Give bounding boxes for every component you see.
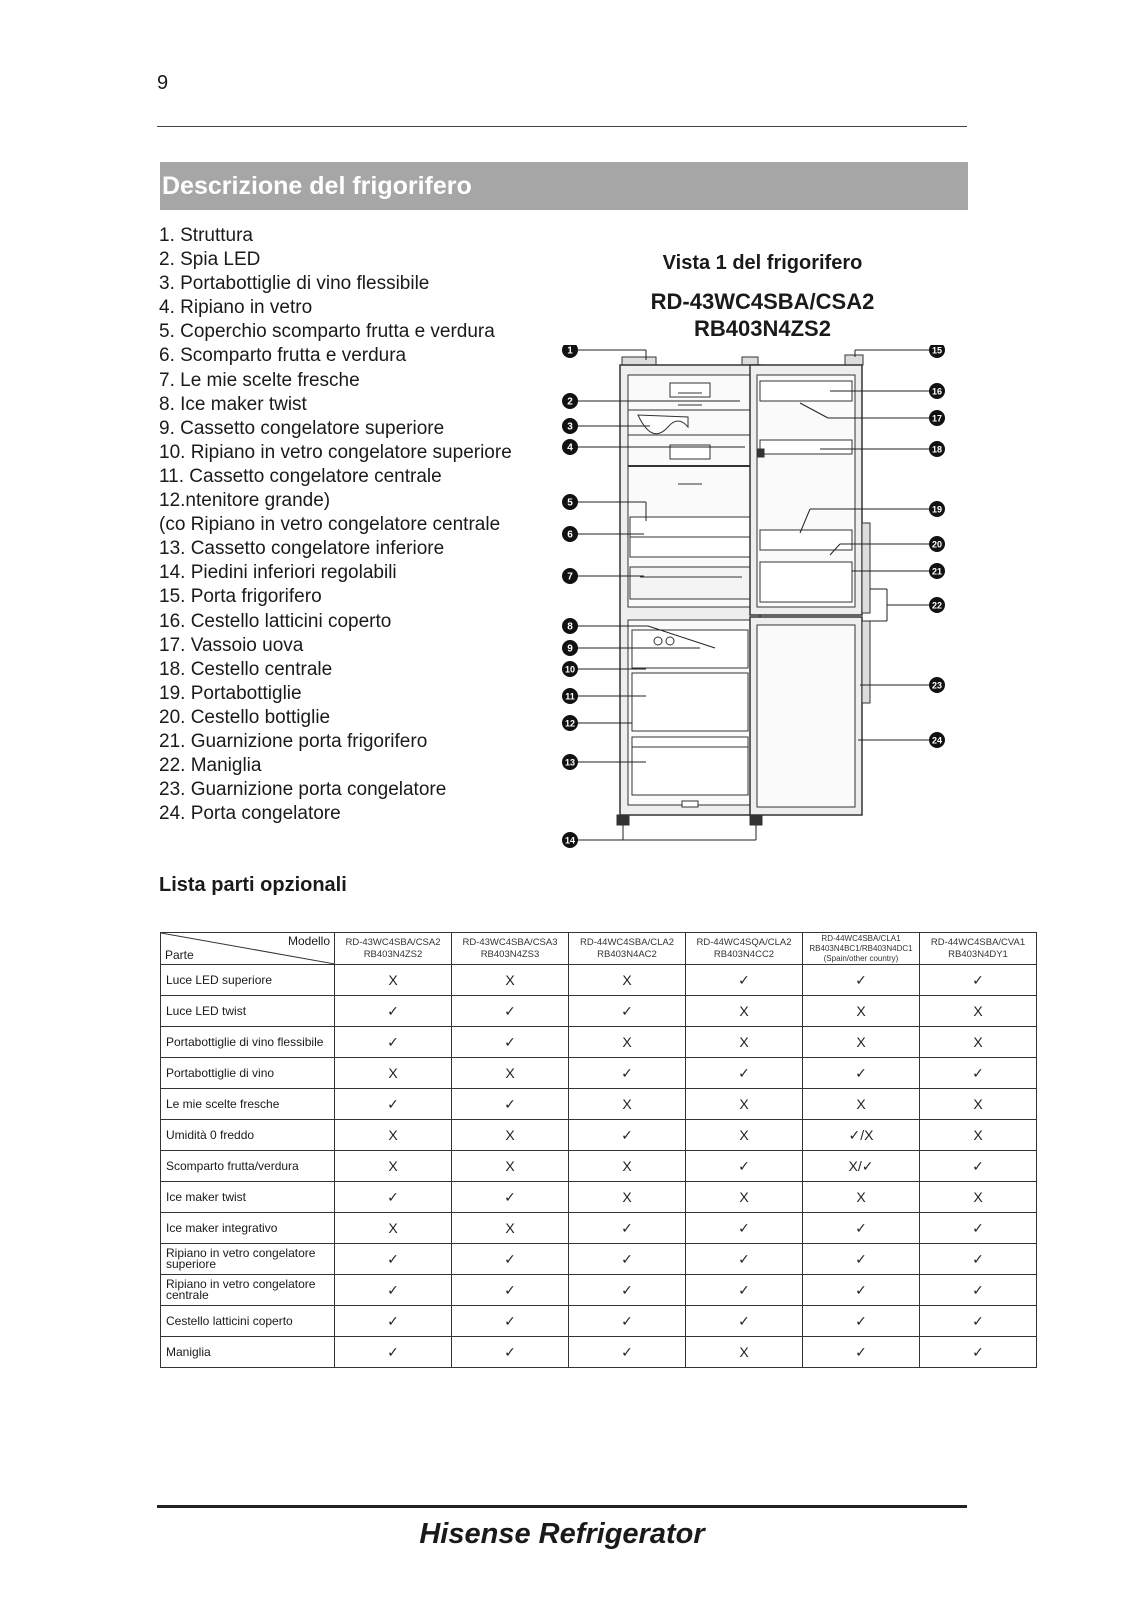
availability-cell: ✓ [686,1213,803,1244]
corner-model-label: Modello [287,934,330,948]
callout-number: 13 [564,757,576,768]
availability-cell: ✓ [569,1275,686,1306]
availability-cell: ✓ [686,1058,803,1089]
availability-cell: X [569,1151,686,1182]
part-name-cell: Portabottiglie di vino flessibile [161,1027,335,1058]
callout-number: 1 [567,345,573,357]
availability-cell: ✓ [569,1306,686,1337]
parts-list [159,224,512,826]
model-code: (Spain/other country) [823,953,899,963]
callout-number: 6 [567,529,573,541]
availability-cell: ✓ [686,1275,803,1306]
model-column-header [686,933,803,965]
availability-cell: X [686,1337,803,1368]
part-list-item: 15. Porta frigorifero [159,586,322,608]
callout-number: 22 [931,600,943,611]
freezer-drawer-middle [632,673,748,731]
availability-cell: ✓ [452,1337,569,1368]
model-code: RB403N4ZS3 [480,948,540,960]
part-name-cell: Le mie scelte fresche [161,1089,335,1120]
availability-cell: ✓ [686,1306,803,1337]
availability-cell: ✓ [452,996,569,1027]
model-column-header [452,933,569,965]
callout-number: 3 [567,421,573,433]
model-code: RB403N4AC2 [597,948,657,960]
part-name-cell: Luce LED superiore [161,965,335,996]
model-code: RD-44WC4SBA/CVA1 [930,936,1026,948]
availability-cell: ✓ [803,965,920,996]
fridge-diagram [560,345,970,860]
freezer-handle [862,621,870,703]
availability-cell: ✓ [686,1151,803,1182]
availability-cell: ✓ [335,1306,452,1337]
availability-cell: ✓ [686,965,803,996]
availability-cell: ✓ [452,1089,569,1120]
callout-number: 18 [931,444,943,455]
availability-cell: X [803,1182,920,1213]
bottom-divider [157,1505,967,1508]
part-list-item: 2. Spia LED [159,249,261,271]
availability-cell: X [335,965,452,996]
top-hinge-right [845,355,863,365]
availability-cell: ✓ [569,1244,686,1275]
middle-basket [760,440,852,454]
availability-cell: ✓ [803,1337,920,1368]
callout-number: 12 [564,718,576,729]
part-list-item: 11. Cassetto congelatore centrale [159,465,442,487]
availability-cell: ✓ [803,1244,920,1275]
availability-cell: ✓ [803,1058,920,1089]
availability-cell: ✓ [452,1306,569,1337]
callout-number: 11 [565,691,575,702]
callout-number: 19 [931,504,943,515]
part-list-item: 14. Piedini inferiori regolabili [159,562,397,584]
callout-number: 2 [567,396,573,408]
availability-cell: ✓ [335,1275,452,1306]
availability-cell: X [335,1151,452,1182]
callout-number: 24 [931,735,943,746]
availability-cell: X [920,1120,1037,1151]
table-row [161,1151,1037,1182]
diagram-model-secondary: RB403N4ZS2 [694,316,831,341]
availability-cell: X [569,1027,686,1058]
availability-cell: ✓ [920,1058,1037,1089]
availability-cell: X [803,996,920,1027]
callout-number: 16 [931,386,943,397]
availability-cell: X [452,1213,569,1244]
table-row [161,1213,1037,1244]
availability-cell: ✓ [452,1275,569,1306]
table-row [161,996,1037,1027]
part-list-item: 1. Struttura [159,225,253,246]
top-hinge-center [742,357,758,365]
callout-number: 20 [931,539,943,550]
part-list-item: 18. Cestello centrale [159,658,333,680]
part-list-item: (co Ripiano in vetro congelatore centrale [159,514,501,536]
availability-cell: ✓ [920,1306,1037,1337]
availability-cell: X [452,965,569,996]
part-name-cell: Portabottiglie di vino [161,1058,335,1089]
availability-cell: ✓ [335,1337,452,1368]
availability-cell: X [569,1182,686,1213]
bottle-basket [760,562,852,602]
table-row [161,965,1037,996]
availability-cell: ✓ [920,1337,1037,1368]
fridge-handle [862,523,870,613]
availability-cell: X [686,1182,803,1213]
part-name-cell: Maniglia [161,1337,335,1368]
part-list-item: 6. Scomparto frutta e verdura [159,345,407,367]
availability-cell: ✓ [686,1244,803,1275]
availability-cell: ✓ [335,996,452,1027]
upper-box [670,383,710,397]
part-list-item: 7. Le mie scelte fresche [159,369,360,391]
part-name-cell: Ripiano in vetro congelatore centrale [161,1275,335,1306]
diagram-title: Vista 1 del frigorifero [662,252,863,274]
availability-cell: ✓ [569,1120,686,1151]
part-name-cell: Ice maker twist [161,1182,335,1213]
availability-cell: ✓ [452,1182,569,1213]
availability-cell: X [803,1089,920,1120]
availability-cell: X [920,1182,1037,1213]
foot-right [750,815,762,825]
availability-cell: ✓ [569,1213,686,1244]
part-list-item: 12.ntenitore grande) [159,490,331,512]
part-name-cell: Scomparto frutta/verdura [161,1151,335,1182]
model-code: RB403N4CC2 [713,948,775,960]
availability-cell: ✓ [803,1275,920,1306]
part-list-item: 9. Cassetto congelatore superiore [159,417,445,439]
availability-cell: X [920,996,1037,1027]
availability-cell: X [920,1027,1037,1058]
availability-cell: ✓/X [803,1120,920,1151]
part-list-item: 5. Coperchio scomparto frutta e verdura [159,321,495,343]
availability-cell: ✓ [920,1151,1037,1182]
part-list-item: 23. Guarnizione porta congelatore [159,779,447,801]
diagram-model-primary: RD-43WC4SBA/CSA2 [650,289,875,314]
part-list-item: 19. Portabottiglie [159,682,302,704]
availability-cell: ✓ [803,1306,920,1337]
freezer-drawer-top [632,630,748,668]
availability-cell: ✓ [920,965,1037,996]
corner-part-label: Parte [165,948,194,962]
part-name-cell: Umidità 0 freddo [161,1120,335,1151]
callout-number: 10 [564,664,576,675]
part-list-item: 24. Porta congelatore [159,803,341,825]
model-code: RD-44WC4SBA/CLA2 [580,936,674,948]
availability-cell: ✓ [335,1182,452,1213]
part-list-item: 22. Maniglia [159,755,262,777]
part-list-item: 20. Cestello bottiglie [159,706,331,728]
model-code: RD-44WC4SBA/CLA1 [821,933,901,943]
freezer-drawer-bottom [632,737,748,795]
availability-cell: ✓ [569,996,686,1027]
model-column-header [335,933,452,965]
availability-cell: X [920,1089,1037,1120]
model-column-header [803,933,920,965]
table-row [161,1337,1037,1368]
table-row [161,1120,1037,1151]
model-code: RD-44WC4SQA/CLA2 [696,936,792,948]
availability-cell: X [452,1120,569,1151]
part-name-cell: Ripiano in vetro congelatore superiore [161,1244,335,1275]
model-column-header [920,933,1037,965]
part-name-cell: Cestello latticini coperto [161,1306,335,1337]
top-divider [157,126,967,127]
model-code: RB403N4BC1/RB403N4DC1 [809,943,913,953]
availability-cell: X/✓ [803,1151,920,1182]
table-row [161,1089,1037,1120]
availability-cell: ✓ [452,1244,569,1275]
part-name-cell: Ice maker integrativo [161,1213,335,1244]
availability-cell: X [335,1120,452,1151]
availability-cell: X [686,1089,803,1120]
availability-cell: ✓ [803,1213,920,1244]
availability-cell: ✓ [335,1027,452,1058]
availability-cell: ✓ [335,1244,452,1275]
availability-cell: X [686,1120,803,1151]
table-corner-cell [161,933,335,965]
part-list-item: 21. Guarnizione porta frigorifero [159,730,428,752]
table-row [161,1182,1037,1213]
callout-number: 14 [564,835,576,846]
foot-left [617,815,629,825]
availability-cell: ✓ [920,1213,1037,1244]
availability-cell: X [569,965,686,996]
part-list-item: 4. Ripiano in vetro [159,297,313,319]
optional-parts-table [160,932,1037,1368]
availability-cell: ✓ [920,1275,1037,1306]
model-code: RD-43WC4SBA/CSA3 [462,936,558,948]
part-list-item: 10. Ripiano in vetro congelatore superiore [159,441,512,463]
table-row [161,1058,1037,1089]
table-row [161,1027,1037,1058]
availability-cell: ✓ [569,1337,686,1368]
availability-cell: X [335,1213,452,1244]
section-title: Descrizione del frigorifero [160,162,968,210]
brand-logo: Hisense Refrigerator [419,1518,705,1550]
availability-cell: ✓ [920,1244,1037,1275]
page-number: 9 [157,72,169,94]
part-list-item: 16. Cestello latticini coperto [159,610,392,632]
part-list-item: 3. Portabottiglie di vino flessibile [159,273,430,295]
availability-cell: X [686,996,803,1027]
table-row [161,1275,1037,1306]
model-code: RB403N4DY1 [948,948,1008,960]
availability-cell: X [335,1058,452,1089]
fresh-drawer [630,567,752,599]
bottle-holder [760,530,852,550]
availability-cell: ✓ [335,1089,452,1120]
callout-number: 4 [567,442,573,454]
part-name-cell: Luce LED twist [161,996,335,1027]
availability-cell: X [569,1089,686,1120]
table-row [161,1306,1037,1337]
table-row [161,1244,1037,1275]
callout-number: 17 [931,413,943,424]
callout-number: 7 [567,571,573,583]
model-column-header [569,933,686,965]
callout-number: 21 [931,566,943,577]
model-code: RB403N4ZS2 [363,948,423,960]
callout-number: 9 [567,643,573,655]
availability-cell: ✓ [569,1058,686,1089]
callout-number: 5 [567,497,573,509]
callout-number: 15 [931,345,943,356]
availability-cell: X [452,1151,569,1182]
table-header-row [161,933,1037,965]
availability-cell: X [686,1027,803,1058]
callout-number: 23 [931,680,943,691]
model-code: RD-43WC4SBA/CSA2 [345,936,441,948]
callout-number: 8 [567,621,573,633]
availability-cell: X [452,1058,569,1089]
availability-cell: ✓ [452,1027,569,1058]
availability-cell: X [803,1027,920,1058]
part-list-item: 8. Ice maker twist [159,393,307,415]
part-list-item: 13. Cassetto congelatore inferiore [159,538,445,560]
part-list-item: 17. Vassoio uova [159,634,304,656]
optional-parts-title: Lista parti opzionali [159,874,347,896]
